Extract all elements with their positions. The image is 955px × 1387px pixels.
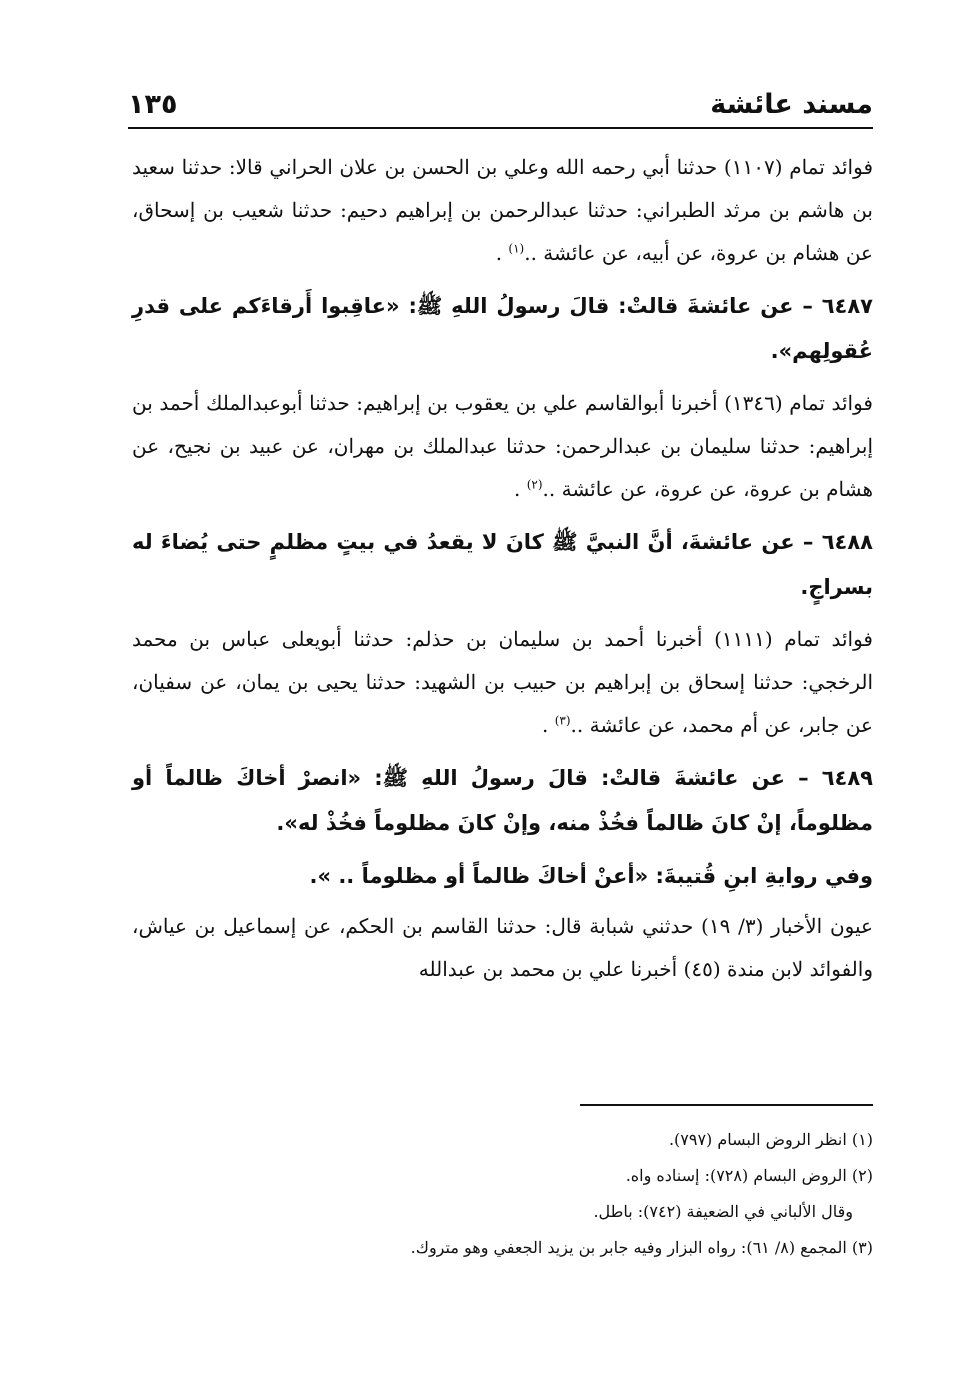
hadith-6489	[132, 756, 873, 846]
footnote-ref-1: (١)	[508, 241, 525, 256]
page-header	[128, 80, 873, 126]
source-paragraph-4: عيون الأخبار (٣/ ١٩) حدثني شبابة قال: حدثنا القاسم بن الحكم، عن إسماعيل بن عياش، والفوائد لابن مندة (٤٥) أخبرنا علي بن محمد بن عبدالله	[132, 914, 873, 981]
source-text-2: فوائد تمام (١٣٤٦) أخبرنا أبوالقاسم علي بن يعقوب بن إبراهيم: حدثنا أبوعبدالملك أحمد بن إبراهيم: حدثنا سليمان بن عبدالرحمن: حدثنا عبدالملك بن مهران، عن عبيد بن نجيح، عن هشام بن عروة، عن عروة، عن عائشة ..	[132, 391, 873, 501]
riwaya-note: وفي روايةِ ابنِ قُتيبةَ: «أعنْ أخاكَ ظالماً أو مظلوماً .. ».	[309, 864, 873, 888]
running-title: مسند عائشة	[710, 89, 873, 120]
source-text-3: فوائد تمام (١١١١) أخبرنا أحمد بن سليمان بن حذلم: حدثنا أبويعلى عباس بن محمد الرخجي: حدثنا إسحاق بن إبراهيم بن حبيب بن الشهيد: حدثنا يحيى بن يمان، عن سفيان، عن جابر، عن أم محمد، عن عائشة ..	[132, 627, 873, 737]
hadith-6488	[132, 520, 873, 610]
hadith-number: ٦٤٨٧	[821, 294, 873, 318]
hadith-text: – عن عائشةَ، أنَّ النبيَّ ﷺ كانَ لا يقعدُ في بيتٍ مظلمٍ حتى يُضاءَ له بسراجٍ.	[132, 530, 873, 599]
footnote-2-continued: وقال الألباني في الضعيفة (٧٤٢): باطل.	[593, 1202, 853, 1221]
main-text	[132, 146, 873, 1000]
header-rule	[128, 127, 873, 129]
footnote-ref-2: (٢)	[526, 477, 543, 492]
hadith-number: ٦٤٨٩	[821, 766, 874, 790]
footnote-ref-3: (٣)	[554, 713, 571, 728]
footnote-separator	[580, 1104, 873, 1106]
source-paragraph-2: فوائد تمام (١٣٤٦) أخبرنا أبوالقاسم علي بن يعقوب بن إبراهيم: حدثنا أبوعبدالملك أحمد بن إبراهيم: حدثنا سليمان بن عبدالرحمن: حدثنا عبدالملك بن مهران، عن عبيد بن نجيح، عن هشام بن عروة، عن عروة، عن عائشة ..$^{(٢)}$ .	[132, 391, 873, 501]
hadith-number: ٦٤٨٨	[821, 530, 873, 554]
page-number: ١٣٥	[128, 89, 178, 120]
source-paragraph-1: فوائد تمام (١١٠٧) حدثنا أبي رحمه الله وعلي بن الحسن بن علان الحراني قالا: حدثنا سعيد بن هاشم بن مرثد الطبراني: حدثنا عبدالرحمن بن إبراهيم دحيم: حدثنا شعيب بن إسحاق، عن هشام بن عروة، عن أبيه، عن عائشة ..$^{(١)}$ .	[132, 155, 874, 265]
hadith-text: – عن عائشةَ قالتْ: قالَ رسولُ اللهِ ﷺ: «انصرْ أخاكَ ظالماً أو مظلوماً، إنْ كانَ ظالماً فخُذْ منه، وإنْ كانَ مظلوماً فخُذْ له».	[132, 766, 873, 835]
footnote-2: (٢) الروض البسام (٧٢٨): إسناده واه.	[625, 1166, 873, 1185]
hadith-text: – عن عائشةَ قالتْ: قالَ رسولُ اللهِ ﷺ: «عاقِبوا أَرقاءَكم على قدرِ عُقولِهم».	[132, 294, 873, 363]
footnotes	[132, 1122, 873, 1266]
source-paragraph-3: فوائد تمام (١١١١) أخبرنا أحمد بن سليمان بن حذلم: حدثنا أبويعلى عباس بن محمد الرخجي: حدثنا إسحاق بن إبراهيم بن حبيب بن الشهيد: حدثنا يحيى بن يمان، عن سفيان، عن جابر، عن أم محمد، عن عائشة ..$^{(٣)}$ .	[132, 627, 873, 737]
hadith-6487	[132, 284, 873, 374]
source-text-1: فوائد تمام (١١٠٧) حدثنا أبي رحمه الله وعلي بن الحسن بن علان الحراني قالا: حدثنا سعيد بن هاشم بن مرثد الطبراني: حدثنا عبدالرحمن بن إبراهيم دحيم: حدثنا شعيب بن إسحاق، عن هشام بن عروة، عن أبيه، عن عائشة ..	[132, 155, 874, 265]
footnote-3: (٣) المجمع (٨/ ٦١): رواه البزار وفيه جابر بن يزيد الجعفي وهو متروك.	[410, 1238, 873, 1257]
footnote-1: (١) انظر الروض البسام (٧٩٧).	[668, 1130, 873, 1149]
